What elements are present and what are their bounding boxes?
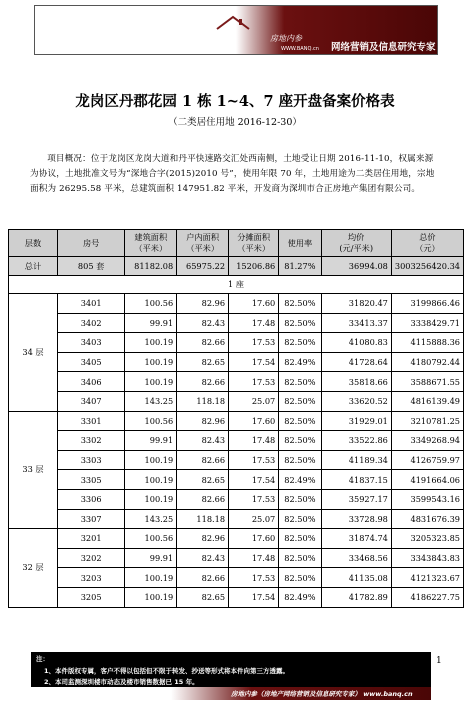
indoor-area-cell: 82.96 bbox=[177, 411, 229, 431]
table-row bbox=[9, 391, 464, 411]
price-table bbox=[8, 229, 464, 608]
banner-title: 网络营销及信息研究专家 bbox=[331, 42, 436, 53]
table-row bbox=[9, 431, 464, 451]
indoor-area-cell: 82.66 bbox=[177, 489, 229, 509]
building-area-cell: 100.19 bbox=[125, 352, 177, 372]
avg-price-cell: 33728.98 bbox=[321, 509, 391, 529]
building-area-cell: 100.56 bbox=[125, 529, 177, 549]
avg-price-cell: 41837.15 bbox=[321, 470, 391, 490]
note-1: 1、本件版权专属，客户不得以包括但不限于转发、抄送等形式将本件向第三方透露。 bbox=[44, 666, 290, 675]
usage-rate-cell: 82.50% bbox=[279, 529, 321, 549]
logo-url: WWW.BANQ.cn bbox=[281, 46, 319, 52]
avg-price-cell: 31929.01 bbox=[321, 411, 391, 431]
shared-area-cell: 17.53 bbox=[229, 372, 279, 392]
total-price-cell: 3349268.94 bbox=[391, 431, 463, 451]
shared-area-cell: 17.48 bbox=[229, 431, 279, 451]
header-total-price: 总价 （元） bbox=[391, 230, 463, 257]
table-row bbox=[9, 470, 464, 490]
building-area-cell: 100.19 bbox=[125, 470, 177, 490]
avg-price-cell: 41080.83 bbox=[321, 333, 391, 353]
building-area-cell: 99.91 bbox=[125, 548, 177, 568]
usage-rate-cell: 82.50% bbox=[279, 548, 321, 568]
avg-price-cell: 33620.52 bbox=[321, 391, 391, 411]
avg-price-cell: 33522.86 bbox=[321, 431, 391, 451]
total-avg-price: 36994.08 bbox=[321, 257, 391, 276]
total-price-cell: 4816139.49 bbox=[391, 391, 463, 411]
total-price-cell: 3338429.71 bbox=[391, 313, 463, 333]
total-price-cell: 4115888.36 bbox=[391, 333, 463, 353]
shared-area-cell: 17.53 bbox=[229, 568, 279, 588]
usage-rate-cell: 82.50% bbox=[279, 450, 321, 470]
room-number-cell: 3203 bbox=[57, 568, 124, 588]
floor-cell: 34 层 bbox=[9, 294, 58, 412]
header-usage-rate: 使用率 bbox=[279, 230, 321, 257]
document-subtitle: （二类居住用地 2016-12-30） bbox=[168, 117, 302, 128]
usage-rate-cell: 82.50% bbox=[279, 372, 321, 392]
table-row bbox=[9, 411, 464, 431]
avg-price-cell: 35818.66 bbox=[321, 372, 391, 392]
shared-area-cell: 17.53 bbox=[229, 489, 279, 509]
building-area-cell: 100.56 bbox=[125, 411, 177, 431]
total-price-cell: 3210781.25 bbox=[391, 411, 463, 431]
table-header-row bbox=[9, 230, 464, 257]
footer-bar-text: 房地内参（房地产网络营销及信息研究专家） www.banq.cn bbox=[231, 690, 413, 698]
total-price: 3003256420.34 bbox=[391, 257, 463, 276]
table-row bbox=[9, 372, 464, 392]
table-row bbox=[9, 313, 464, 333]
room-number-cell: 3306 bbox=[57, 489, 124, 509]
indoor-area-cell: 82.66 bbox=[177, 372, 229, 392]
total-price-cell: 3199866.46 bbox=[391, 294, 463, 314]
building-area-cell: 100.19 bbox=[125, 568, 177, 588]
header-shared-area: 分摊面积 （平米） bbox=[229, 230, 279, 257]
notes-title: 注： bbox=[36, 655, 49, 663]
total-indoor-area: 65975.22 bbox=[177, 257, 229, 276]
total-price-cell: 3588671.55 bbox=[391, 372, 463, 392]
shared-area-cell: 17.54 bbox=[229, 587, 279, 607]
usage-rate-cell: 82.50% bbox=[279, 333, 321, 353]
floor-cell: 32 层 bbox=[9, 529, 58, 607]
indoor-area-cell: 82.65 bbox=[177, 470, 229, 490]
room-number-cell: 3303 bbox=[57, 450, 124, 470]
note-2: 2、本司监测深圳楼市动态及楼市销售数据已 15 年。 bbox=[44, 678, 199, 686]
shared-area-cell: 17.60 bbox=[229, 411, 279, 431]
indoor-area-cell: 82.65 bbox=[177, 587, 229, 607]
indoor-area-cell: 82.96 bbox=[177, 294, 229, 314]
shared-area-cell: 17.48 bbox=[229, 548, 279, 568]
building-area-cell: 100.19 bbox=[125, 333, 177, 353]
total-shared-area: 15206.86 bbox=[229, 257, 279, 276]
table-row bbox=[9, 548, 464, 568]
header-floor: 层数 bbox=[9, 230, 58, 257]
avg-price-cell: 31874.74 bbox=[321, 529, 391, 549]
table-row bbox=[9, 294, 464, 314]
usage-rate-cell: 82.50% bbox=[279, 431, 321, 451]
total-label: 总计 bbox=[9, 257, 58, 276]
avg-price-cell: 33413.37 bbox=[321, 313, 391, 333]
room-number-cell: 3201 bbox=[57, 529, 124, 549]
table-row bbox=[9, 587, 464, 607]
avg-price-cell: 33468.56 bbox=[321, 548, 391, 568]
avg-price-cell: 41135.08 bbox=[321, 568, 391, 588]
shared-area-cell: 17.60 bbox=[229, 294, 279, 314]
indoor-area-cell: 82.66 bbox=[177, 450, 229, 470]
indoor-area-cell: 82.43 bbox=[177, 548, 229, 568]
building-area-cell: 99.91 bbox=[125, 431, 177, 451]
footer-bar bbox=[31, 687, 431, 700]
room-number-cell: 3406 bbox=[57, 372, 124, 392]
building-area-cell: 143.25 bbox=[125, 391, 177, 411]
room-number-cell: 3402 bbox=[57, 313, 124, 333]
document-title: 龙岗区丹郡花园 1 栋 1~4、7 座开盘备案价格表 bbox=[75, 93, 395, 110]
usage-rate-cell: 82.50% bbox=[279, 509, 321, 529]
total-price-cell: 4831676.39 bbox=[391, 509, 463, 529]
total-price-cell: 4180792.44 bbox=[391, 352, 463, 372]
avg-price-cell: 41782.89 bbox=[321, 587, 391, 607]
total-price-cell: 4191664.06 bbox=[391, 470, 463, 490]
avg-price-cell: 41189.34 bbox=[321, 450, 391, 470]
usage-rate-cell: 82.49% bbox=[279, 352, 321, 372]
building-area-cell: 100.56 bbox=[125, 294, 177, 314]
indoor-area-cell: 82.43 bbox=[177, 431, 229, 451]
header-avg-price: 均价 (元/平米) bbox=[321, 230, 391, 257]
indoor-area-cell: 82.43 bbox=[177, 313, 229, 333]
usage-rate-cell: 82.50% bbox=[279, 411, 321, 431]
table-row bbox=[9, 489, 464, 509]
room-number-cell: 3305 bbox=[57, 470, 124, 490]
table-row bbox=[9, 529, 464, 549]
room-number-cell: 3302 bbox=[57, 431, 124, 451]
house-logo-icon bbox=[215, 15, 251, 37]
shared-area-cell: 17.60 bbox=[229, 529, 279, 549]
total-price-cell: 4186227.75 bbox=[391, 587, 463, 607]
building-area-cell: 100.19 bbox=[125, 587, 177, 607]
total-usage-rate: 81.27% bbox=[279, 257, 321, 276]
building-area-cell: 100.19 bbox=[125, 489, 177, 509]
indoor-area-cell: 118.18 bbox=[177, 391, 229, 411]
usage-rate-cell: 82.50% bbox=[279, 313, 321, 333]
total-units: 805 套 bbox=[57, 257, 124, 276]
total-row bbox=[9, 257, 464, 276]
building-area-cell: 100.19 bbox=[125, 372, 177, 392]
usage-rate-cell: 82.49% bbox=[279, 470, 321, 490]
indoor-area-cell: 82.65 bbox=[177, 352, 229, 372]
page-number: 1 bbox=[436, 656, 442, 666]
shared-area-cell: 17.54 bbox=[229, 352, 279, 372]
indoor-area-cell: 118.18 bbox=[177, 509, 229, 529]
usage-rate-cell: 82.50% bbox=[279, 489, 321, 509]
usage-rate-cell: 82.50% bbox=[279, 568, 321, 588]
header-banner bbox=[34, 5, 438, 55]
building-area-cell: 143.25 bbox=[125, 509, 177, 529]
header-room: 房号 bbox=[57, 230, 124, 257]
table-row bbox=[9, 352, 464, 372]
table-row bbox=[9, 333, 464, 353]
total-building-area: 81182.08 bbox=[125, 257, 177, 276]
building-label: 1 座 bbox=[9, 276, 464, 294]
avg-price-cell: 31820.47 bbox=[321, 294, 391, 314]
room-number-cell: 3205 bbox=[57, 587, 124, 607]
header-building-area: 建筑面积 （平米） bbox=[125, 230, 177, 257]
total-price-cell: 3205323.85 bbox=[391, 529, 463, 549]
table-row bbox=[9, 568, 464, 588]
building-area-cell: 100.19 bbox=[125, 450, 177, 470]
indoor-area-cell: 82.66 bbox=[177, 568, 229, 588]
building-area-cell: 99.91 bbox=[125, 313, 177, 333]
room-number-cell: 3301 bbox=[57, 411, 124, 431]
room-number-cell: 3403 bbox=[57, 333, 124, 353]
avg-price-cell: 35927.17 bbox=[321, 489, 391, 509]
shared-area-cell: 25.07 bbox=[229, 509, 279, 529]
total-price-cell: 4126759.97 bbox=[391, 450, 463, 470]
table-row bbox=[9, 509, 464, 529]
room-number-cell: 3405 bbox=[57, 352, 124, 372]
room-number-cell: 3407 bbox=[57, 391, 124, 411]
total-price-cell: 3343843.83 bbox=[391, 548, 463, 568]
building-row bbox=[9, 276, 464, 294]
shared-area-cell: 17.53 bbox=[229, 450, 279, 470]
room-number-cell: 3401 bbox=[57, 294, 124, 314]
total-price-cell: 3599543.16 bbox=[391, 489, 463, 509]
usage-rate-cell: 82.50% bbox=[279, 391, 321, 411]
logo-name: 房地内参 bbox=[270, 34, 302, 43]
shared-area-cell: 25.07 bbox=[229, 391, 279, 411]
table-row bbox=[9, 450, 464, 470]
room-number-cell: 3202 bbox=[57, 548, 124, 568]
indoor-area-cell: 82.66 bbox=[177, 333, 229, 353]
shared-area-cell: 17.54 bbox=[229, 470, 279, 490]
shared-area-cell: 17.48 bbox=[229, 313, 279, 333]
avg-price-cell: 41728.64 bbox=[321, 352, 391, 372]
usage-rate-cell: 82.49% bbox=[279, 587, 321, 607]
shared-area-cell: 17.53 bbox=[229, 333, 279, 353]
project-overview: 项目概况：位于龙岗区龙岗大道和丹平快速路交汇处西南侧，土地受让日期 2016-11-10，权属来源为协议，土地批准文号为“深地合字(2015)2010 号”，使用年限 70 年，土地用途为二类居住用地，宗地面积为 26295.58 平米，总建筑面积 147951.82 平米，开发商为深圳市合正房地产集团有限公司。 bbox=[30, 154, 435, 194]
header-indoor-area: 户内面积 （平米） bbox=[177, 230, 229, 257]
notes-box bbox=[31, 652, 431, 692]
indoor-area-cell: 82.96 bbox=[177, 529, 229, 549]
floor-cell: 33 层 bbox=[9, 411, 58, 529]
room-number-cell: 3307 bbox=[57, 509, 124, 529]
total-price-cell: 4121323.67 bbox=[391, 568, 463, 588]
usage-rate-cell: 82.50% bbox=[279, 294, 321, 314]
